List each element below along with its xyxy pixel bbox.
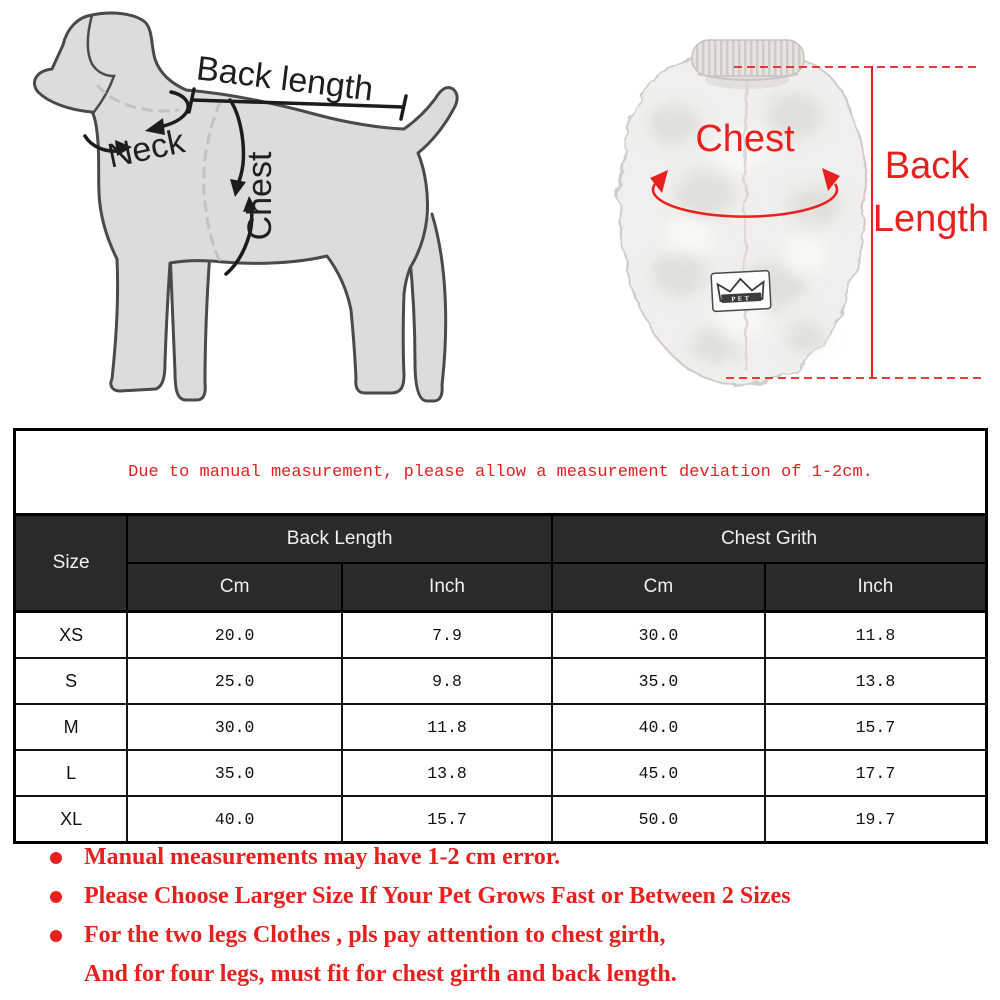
footnote-text: Please Choose Larger Size If Your Pet Grows Fast or Between 2 Sizes: [84, 883, 791, 909]
unit-header-chest-inch: Inch: [765, 563, 987, 612]
chest-inch-cell: 11.8: [765, 612, 987, 659]
chest-inch-cell: 15.7: [765, 704, 987, 750]
diagram-back-length-label: Back length: [194, 49, 376, 109]
back-cm-cell: 25.0: [127, 658, 342, 704]
table-note-row: [15, 430, 987, 515]
table-header-groups-row: [15, 515, 987, 564]
table-header-units-row: [15, 563, 987, 612]
size-cell: XS: [15, 612, 128, 659]
back-inch-cell: 13.8: [342, 750, 552, 796]
footnote-text: For the two legs Clothes , pls pay attention to chest girth,: [84, 922, 666, 948]
chest-cm-cell: 45.0: [552, 750, 765, 796]
size-cell: XL: [15, 796, 128, 843]
chest-inch-cell: 17.7: [765, 750, 987, 796]
bullet-dot: [50, 852, 62, 864]
bullet-dot: [50, 930, 62, 942]
size-cell: S: [15, 658, 128, 704]
product-back-length-label-line2: Length: [872, 198, 990, 240]
table-row-xs: [15, 612, 987, 659]
table-row-m: [15, 704, 987, 750]
tag-brand-text: PET: [731, 295, 752, 304]
product-chest-label: Chest: [695, 118, 795, 160]
chest-cm-cell: 40.0: [552, 704, 765, 750]
unit-header-chest-cm: Cm: [552, 563, 765, 612]
back-cm-cell: 30.0: [127, 704, 342, 750]
chest-inch-cell: 13.8: [765, 658, 987, 704]
back-cm-cell: 35.0: [127, 750, 342, 796]
size-cell: M: [15, 704, 128, 750]
product-back-length-label-line1: Back: [884, 145, 970, 187]
footnote-item-continuation: [50, 955, 980, 994]
dog-measurement-diagram: [8, 2, 488, 412]
measurement-note: Due to manual measurement, please allow a measurement deviation of 1-2cm.: [15, 430, 987, 515]
column-header-size: Size: [15, 515, 128, 612]
column-group-back-length: Back Length: [127, 515, 552, 564]
footnote-item: [50, 877, 980, 916]
brand-tag: [711, 271, 771, 312]
product-photo: [600, 20, 1000, 400]
footnote-text: Manual measurements may have 1-2 cm error.: [84, 844, 561, 870]
chest-cm-cell: 35.0: [552, 658, 765, 704]
back-cm-cell: 20.0: [127, 612, 342, 659]
dog-far-front-leg: [170, 250, 210, 400]
back-length-measure-tick-right: [401, 96, 406, 119]
ribbed-collar: [692, 40, 804, 76]
back-inch-cell: 11.8: [342, 704, 552, 750]
back-inch-cell: 9.8: [342, 658, 552, 704]
footnote-item: [50, 916, 980, 955]
footnote-text: And for four legs, must fit for chest girth and back length.: [84, 961, 677, 987]
size-table: [13, 428, 988, 844]
diagram-neck-label: Neck: [104, 122, 189, 176]
column-group-chest-girth: Chest Grith: [552, 515, 987, 564]
chest-cm-cell: 50.0: [552, 796, 765, 843]
unit-header-back-cm: Cm: [127, 563, 342, 612]
footnote-item: [50, 838, 980, 877]
footnotes: [50, 838, 980, 994]
chest-cm-cell: 30.0: [552, 612, 765, 659]
table-row-xl: [15, 796, 987, 843]
bullet-dot: [50, 891, 62, 903]
unit-header-back-inch: Inch: [342, 563, 552, 612]
chest-inch-cell: 19.7: [765, 796, 987, 843]
table-row-l: [15, 750, 987, 796]
table-row-s: [15, 658, 987, 704]
diagram-chest-label: Chest: [241, 151, 279, 241]
back-inch-cell: 7.9: [342, 612, 552, 659]
size-cell: L: [15, 750, 128, 796]
back-inch-cell: 15.7: [342, 796, 552, 843]
back-cm-cell: 40.0: [127, 796, 342, 843]
